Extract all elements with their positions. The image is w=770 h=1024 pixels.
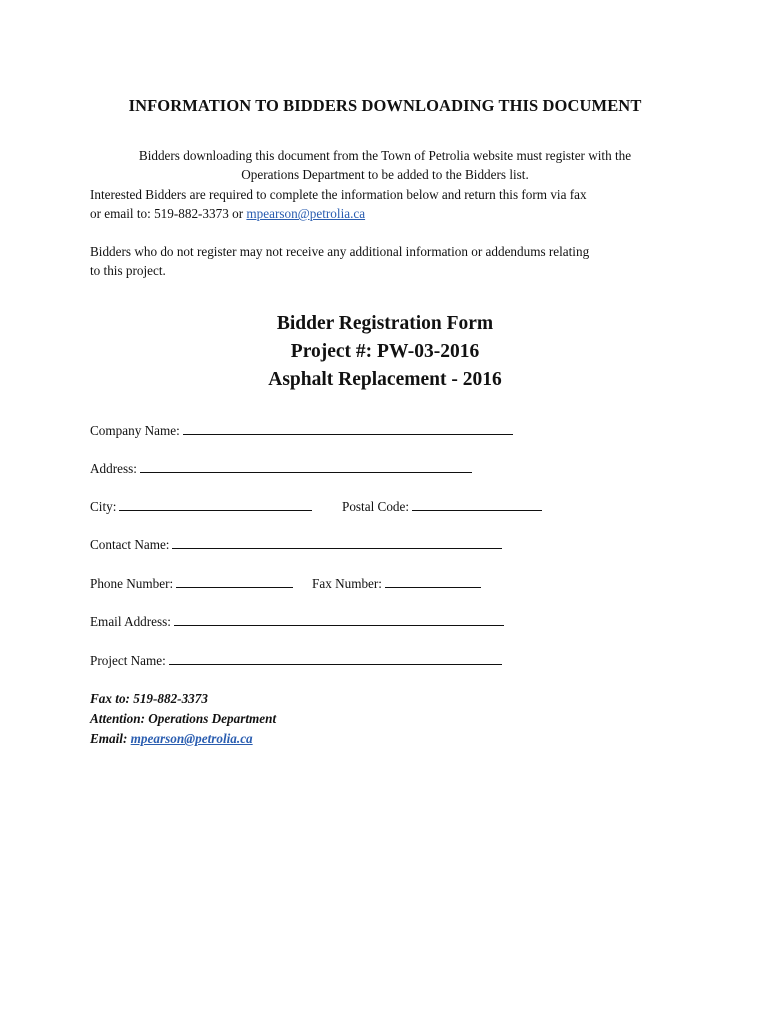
address-blank[interactable] xyxy=(140,460,472,473)
company-name-field xyxy=(90,422,513,439)
intro-line-4-text: or email to: 519-882-3373 or xyxy=(90,206,247,221)
project-title: Asphalt Replacement - 2016 xyxy=(268,369,502,390)
project-name-field xyxy=(90,652,502,669)
city-label: City: xyxy=(90,499,117,514)
notice-line-2: to this project. xyxy=(90,263,166,278)
phone-number-blank[interactable] xyxy=(176,575,293,588)
email-link[interactable]: mpearson@petrolia.ca xyxy=(246,206,366,221)
postal-code-label: Postal Code: xyxy=(342,499,410,514)
project-name-blank[interactable] xyxy=(169,652,502,665)
company-name-label: Company Name: xyxy=(90,423,180,438)
city-blank[interactable] xyxy=(119,498,312,511)
phone-number-field xyxy=(90,575,293,592)
fax-number-blank[interactable] xyxy=(385,575,481,588)
intro-line-1: Bidders downloading this document from the Town of Petrolia website must register with the xyxy=(138,148,632,163)
contact-email xyxy=(90,729,253,749)
fax-number-field xyxy=(312,575,481,592)
page-heading: INFORMATION TO BIDDERS DOWNLOADING THIS DOCUMENT xyxy=(128,96,642,115)
contact-name-blank[interactable] xyxy=(172,536,502,549)
address-field xyxy=(90,460,472,477)
intro-line-3: Interested Bidders are required to complete the information below and return this form via fax xyxy=(90,187,587,202)
postal-code-field xyxy=(342,498,542,515)
contact-email-link[interactable]: mpearson@petrolia.ca xyxy=(130,731,253,746)
notice-line-1: Bidders who do not register may not receive any additional information or addendums relating xyxy=(90,244,590,259)
project-name-label: Project Name: xyxy=(90,653,166,668)
phone-number-label: Phone Number: xyxy=(90,576,174,591)
contact-email-label: Email: xyxy=(90,731,131,746)
company-name-blank[interactable] xyxy=(183,422,513,435)
email-address-label: Email Address: xyxy=(90,614,171,629)
postal-code-blank[interactable] xyxy=(412,498,542,511)
address-label: Address: xyxy=(90,461,137,476)
email-address-blank[interactable] xyxy=(174,613,504,626)
fax-number-label: Fax Number: xyxy=(312,576,382,591)
city-field xyxy=(90,498,312,515)
intro-line-2: Operations Department to be added to the Bidders list. xyxy=(241,167,529,182)
contact-name-field xyxy=(90,536,502,553)
contact-name-label: Contact Name: xyxy=(90,537,170,552)
email-address-field xyxy=(90,613,504,630)
form-title: Bidder Registration Form xyxy=(276,313,494,334)
project-number: Project #: PW-03-2016 xyxy=(290,341,480,362)
fax-to: Fax to: 519-882-3373 xyxy=(90,691,208,706)
intro-line-4 xyxy=(90,204,365,224)
attention-line: Attention: Operations Department xyxy=(90,711,277,726)
